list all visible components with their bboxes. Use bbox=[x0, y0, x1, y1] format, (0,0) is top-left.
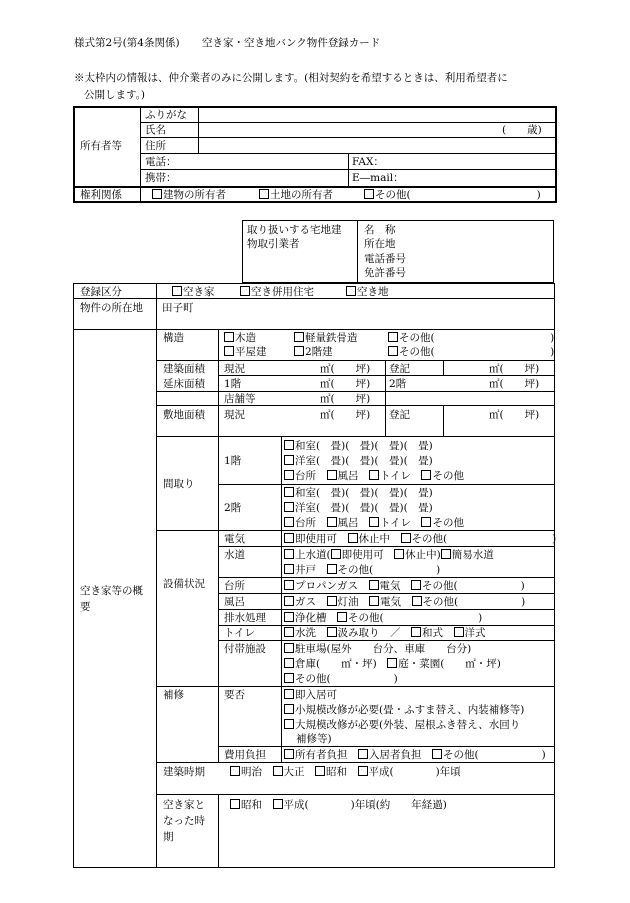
checkbox-icon bbox=[454, 627, 464, 637]
fax-label: FAX： bbox=[352, 156, 384, 168]
structure-other-2[interactable]: その他( ) bbox=[388, 346, 554, 358]
checkbox-icon bbox=[346, 286, 356, 296]
site-area-reg-field[interactable]: ㎡( 坪) bbox=[489, 409, 540, 421]
registration-label: 登録区分 bbox=[80, 286, 122, 298]
checkbox-icon bbox=[284, 549, 294, 559]
vacant-label-3: 期 bbox=[163, 831, 174, 843]
form-id: 様式第2号(第4条関係) bbox=[74, 37, 180, 49]
building-area-reg-field[interactable]: ㎡( 坪) bbox=[489, 363, 540, 375]
checkbox-icon bbox=[284, 689, 294, 699]
agent-address-label: 所在地 bbox=[364, 238, 396, 250]
layout-f1-western[interactable]: 洋室( 畳)( 畳)( 畳)( 畳) bbox=[284, 455, 433, 467]
repair-label: 補修 bbox=[163, 689, 184, 701]
structure-steel[interactable]: 軽量鉄骨造 bbox=[294, 332, 358, 344]
repair-opt-large-cont: 補修等) bbox=[296, 733, 332, 745]
repair-opt-large[interactable]: 大規模改修が必要(外装、屋根ふき替え、水回り bbox=[284, 719, 520, 731]
checkbox-icon bbox=[284, 533, 294, 543]
site-area-field[interactable]: ㎡( 坪) bbox=[320, 409, 371, 421]
storage-option[interactable]: 倉庫( ㎡・坪) 庭・菜園( ㎡・坪) bbox=[284, 658, 501, 670]
checkbox-icon bbox=[284, 627, 294, 637]
checkbox-icon bbox=[411, 580, 421, 590]
checkbox-icon bbox=[394, 549, 404, 559]
electric-label: 電気 bbox=[224, 533, 245, 545]
checkbox-icon bbox=[284, 440, 294, 450]
cost-options[interactable]: 所有者負担 入居者負担 その他( ) bbox=[284, 749, 546, 761]
checkbox-icon bbox=[441, 549, 451, 559]
checkbox-icon bbox=[172, 286, 182, 296]
site-current-label: 現況 bbox=[224, 409, 245, 421]
checkbox-icon bbox=[369, 596, 379, 606]
building-area-label: 建築面積 bbox=[163, 363, 205, 375]
repair-opt-small[interactable]: 小規模改修が必要(畳・ふすま替え、内装補修等) bbox=[284, 704, 524, 716]
vacant-label: 空き家と bbox=[163, 799, 205, 811]
store-area-field[interactable]: ㎡( 坪) bbox=[320, 393, 371, 405]
structure-label: 構造 bbox=[163, 332, 184, 344]
checkbox-icon bbox=[327, 517, 337, 527]
store-label: 店舗等 bbox=[224, 393, 256, 405]
floor2-area-field[interactable]: ㎡( 坪) bbox=[489, 378, 540, 390]
agent-label-cont: 物取引業者 bbox=[247, 238, 300, 250]
checkbox-icon bbox=[284, 580, 294, 590]
checkbox-icon bbox=[412, 596, 422, 606]
rights-label: 権利関係 bbox=[80, 189, 122, 201]
checkbox-icon bbox=[369, 580, 379, 590]
attached-other-option[interactable]: その他( ) bbox=[284, 673, 398, 685]
floor1-label: 1階 bbox=[224, 378, 242, 390]
checkbox-icon bbox=[315, 766, 325, 776]
overview-label: 空き家等の概 bbox=[80, 585, 143, 597]
checkbox-icon bbox=[401, 533, 411, 543]
checkbox-icon bbox=[421, 470, 431, 480]
page-title: 空き家・空き地バンク物件登録カード bbox=[202, 37, 381, 49]
checkbox-icon bbox=[327, 596, 337, 606]
checkbox-icon bbox=[369, 470, 379, 480]
structure-one-story[interactable]: 平屋建 bbox=[224, 346, 267, 358]
attached-label: 付帯施設 bbox=[224, 643, 266, 655]
checkbox-icon bbox=[284, 612, 294, 622]
layout-f1-japanese[interactable]: 和室( 畳)( 畳)( 畳)( 畳) bbox=[284, 440, 433, 452]
toilet-options[interactable]: 水洗 汲み取り ／ 和式 洋式 bbox=[284, 627, 486, 639]
checkbox-icon bbox=[284, 643, 294, 653]
checkbox-icon bbox=[152, 189, 162, 199]
built-label: 建築時期 bbox=[163, 766, 205, 778]
bath-options[interactable]: ガス 灯油 電気 その他( ) bbox=[284, 596, 525, 608]
layout-f2-western[interactable]: 洋室( 畳)( 畳)( 畳)( 畳) bbox=[284, 502, 433, 514]
checkbox-icon bbox=[284, 564, 294, 574]
checkbox-icon bbox=[224, 332, 234, 342]
rights-land-option[interactable]: 土地の所有者 bbox=[259, 189, 333, 201]
built-options[interactable]: 明治 大正 昭和 平成( )年頃 bbox=[230, 766, 461, 778]
checkbox-icon bbox=[284, 596, 294, 606]
kitchen-label: 台所 bbox=[224, 580, 245, 592]
facilities-label: 設備状況 bbox=[163, 578, 205, 590]
checkbox-icon bbox=[284, 658, 294, 668]
checkbox-icon bbox=[284, 704, 294, 714]
rights-building-option[interactable]: 建物の所有者 bbox=[152, 189, 226, 201]
checkbox-icon bbox=[388, 332, 398, 342]
reg-option-vacant-house[interactable]: 空き家 bbox=[172, 286, 215, 298]
bath-label: 風呂 bbox=[224, 596, 245, 608]
checkbox-icon bbox=[294, 346, 304, 356]
checkbox-icon bbox=[364, 189, 374, 199]
structure-other[interactable]: その他( ) bbox=[388, 332, 554, 344]
checkbox-icon bbox=[284, 455, 294, 465]
checkbox-icon bbox=[327, 564, 337, 574]
repair-opt-ready[interactable]: 即入居可 bbox=[284, 689, 337, 701]
checkbox-icon bbox=[230, 766, 240, 776]
structure-two-story[interactable]: 2階建 bbox=[294, 346, 333, 358]
current-label: 現況 bbox=[224, 363, 245, 375]
water-options-2[interactable]: 井戸 その他( ) bbox=[284, 564, 440, 576]
checkbox-icon bbox=[369, 517, 379, 527]
checkbox-icon bbox=[284, 517, 294, 527]
agent-label: 取り扱いする宅地建 bbox=[247, 224, 342, 236]
checkbox-icon bbox=[224, 346, 234, 356]
cost-label: 費用負担 bbox=[224, 749, 266, 761]
water-label: 水道 bbox=[224, 549, 245, 561]
name-label: 氏名 bbox=[145, 124, 166, 136]
drainage-options[interactable]: 浄化槽 その他( ) bbox=[284, 612, 482, 624]
email-label: E―mail： bbox=[352, 172, 404, 184]
checkbox-icon bbox=[337, 612, 347, 622]
checkbox-icon bbox=[432, 749, 442, 759]
age-field[interactable]: ( 歳) bbox=[502, 124, 542, 136]
checkbox-icon bbox=[284, 502, 294, 512]
water-options[interactable]: 上水道( 即使用可 休止中) 簡易水道 bbox=[284, 549, 494, 561]
layout-f1-utility[interactable]: 台所 風呂 トイレ その他 bbox=[284, 470, 464, 482]
checkbox-icon bbox=[284, 487, 294, 497]
checkbox-icon bbox=[327, 627, 337, 637]
checkbox-icon bbox=[230, 799, 240, 809]
layout-floor1-label: 1階 bbox=[224, 455, 242, 467]
floor2-label: 2階 bbox=[389, 378, 407, 390]
checkbox-icon bbox=[259, 189, 269, 199]
structure-wood[interactable]: 木造 bbox=[224, 332, 256, 344]
furigana-label: ふりがな bbox=[145, 109, 187, 121]
checkbox-icon bbox=[284, 749, 294, 759]
reg-option-mixed[interactable]: 空き併用住宅 bbox=[240, 286, 314, 298]
phone-label: 電話： bbox=[145, 156, 177, 168]
checkbox-icon bbox=[358, 766, 368, 776]
checkbox-icon bbox=[348, 533, 358, 543]
vacant-options[interactable]: 昭和 平成( )年頃(約 年経過) bbox=[230, 799, 447, 811]
reg-option-vacant-land[interactable]: 空き地 bbox=[346, 286, 389, 298]
building-area-field[interactable]: ㎡( 坪) bbox=[320, 363, 371, 375]
checkbox-icon bbox=[388, 346, 398, 356]
overview-label-cont: 要 bbox=[80, 601, 91, 613]
notice-text: ※太枠内の情報は、仲介業者のみに公開します。(相対契約を希望するときは、利用希望者に bbox=[74, 72, 508, 84]
site-area-label: 敷地面積 bbox=[163, 409, 205, 421]
notice-text-cont: 公開します。) bbox=[84, 89, 146, 101]
layout-label: 間取り bbox=[163, 478, 195, 490]
checkbox-icon bbox=[273, 799, 283, 809]
checkbox-icon bbox=[358, 749, 368, 759]
checkbox-icon bbox=[421, 517, 431, 527]
kitchen-options[interactable]: プロパンガス 電気 その他( ) bbox=[284, 580, 525, 592]
rights-other-option[interactable]: その他( ) bbox=[364, 189, 541, 201]
location-value[interactable]: 田子町 bbox=[162, 302, 194, 314]
location-label: 物件の所在地 bbox=[80, 302, 143, 314]
repair-need-label: 要否 bbox=[224, 689, 245, 701]
mobile-label: 携帯： bbox=[145, 172, 177, 184]
floor-area-label: 延床面積 bbox=[163, 378, 205, 390]
checkbox-icon bbox=[273, 766, 283, 776]
electric-options[interactable]: 即使用可 休止中 その他( ) bbox=[284, 533, 556, 545]
toilet-label: トイレ bbox=[224, 627, 255, 639]
checkbox-icon bbox=[284, 719, 294, 729]
agent-license-label: 免許番号 bbox=[364, 267, 406, 279]
vacant-label-2: なった時 bbox=[163, 815, 205, 827]
agent-name-label: 名 称 bbox=[364, 224, 396, 236]
layout-floor2-label: 2階 bbox=[224, 502, 242, 514]
checkbox-icon bbox=[294, 332, 304, 342]
registered-label: 登記 bbox=[389, 363, 410, 375]
checkbox-icon bbox=[284, 673, 294, 683]
floor1-area-field[interactable]: ㎡( 坪) bbox=[320, 378, 371, 390]
checkbox-icon bbox=[284, 470, 294, 480]
layout-f2-japanese[interactable]: 和室( 畳)( 畳)( 畳)( 畳) bbox=[284, 487, 433, 499]
drainage-label: 排水処理 bbox=[224, 612, 266, 624]
checkbox-icon bbox=[240, 286, 250, 296]
agent-phone-label: 電話番号 bbox=[364, 253, 406, 265]
parking-option[interactable]: 駐車場(屋外 台分、車庫 台分) bbox=[284, 643, 471, 655]
checkbox-icon bbox=[411, 627, 421, 637]
checkbox-icon bbox=[387, 658, 397, 668]
site-registered-label: 登記 bbox=[389, 409, 410, 421]
checkbox-icon bbox=[331, 549, 341, 559]
checkbox-icon bbox=[327, 470, 337, 480]
address-label: 住所 bbox=[145, 140, 166, 152]
owner-label: 所有者等 bbox=[80, 140, 122, 152]
layout-f2-utility[interactable]: 台所 風呂 トイレ その他 bbox=[284, 517, 464, 529]
